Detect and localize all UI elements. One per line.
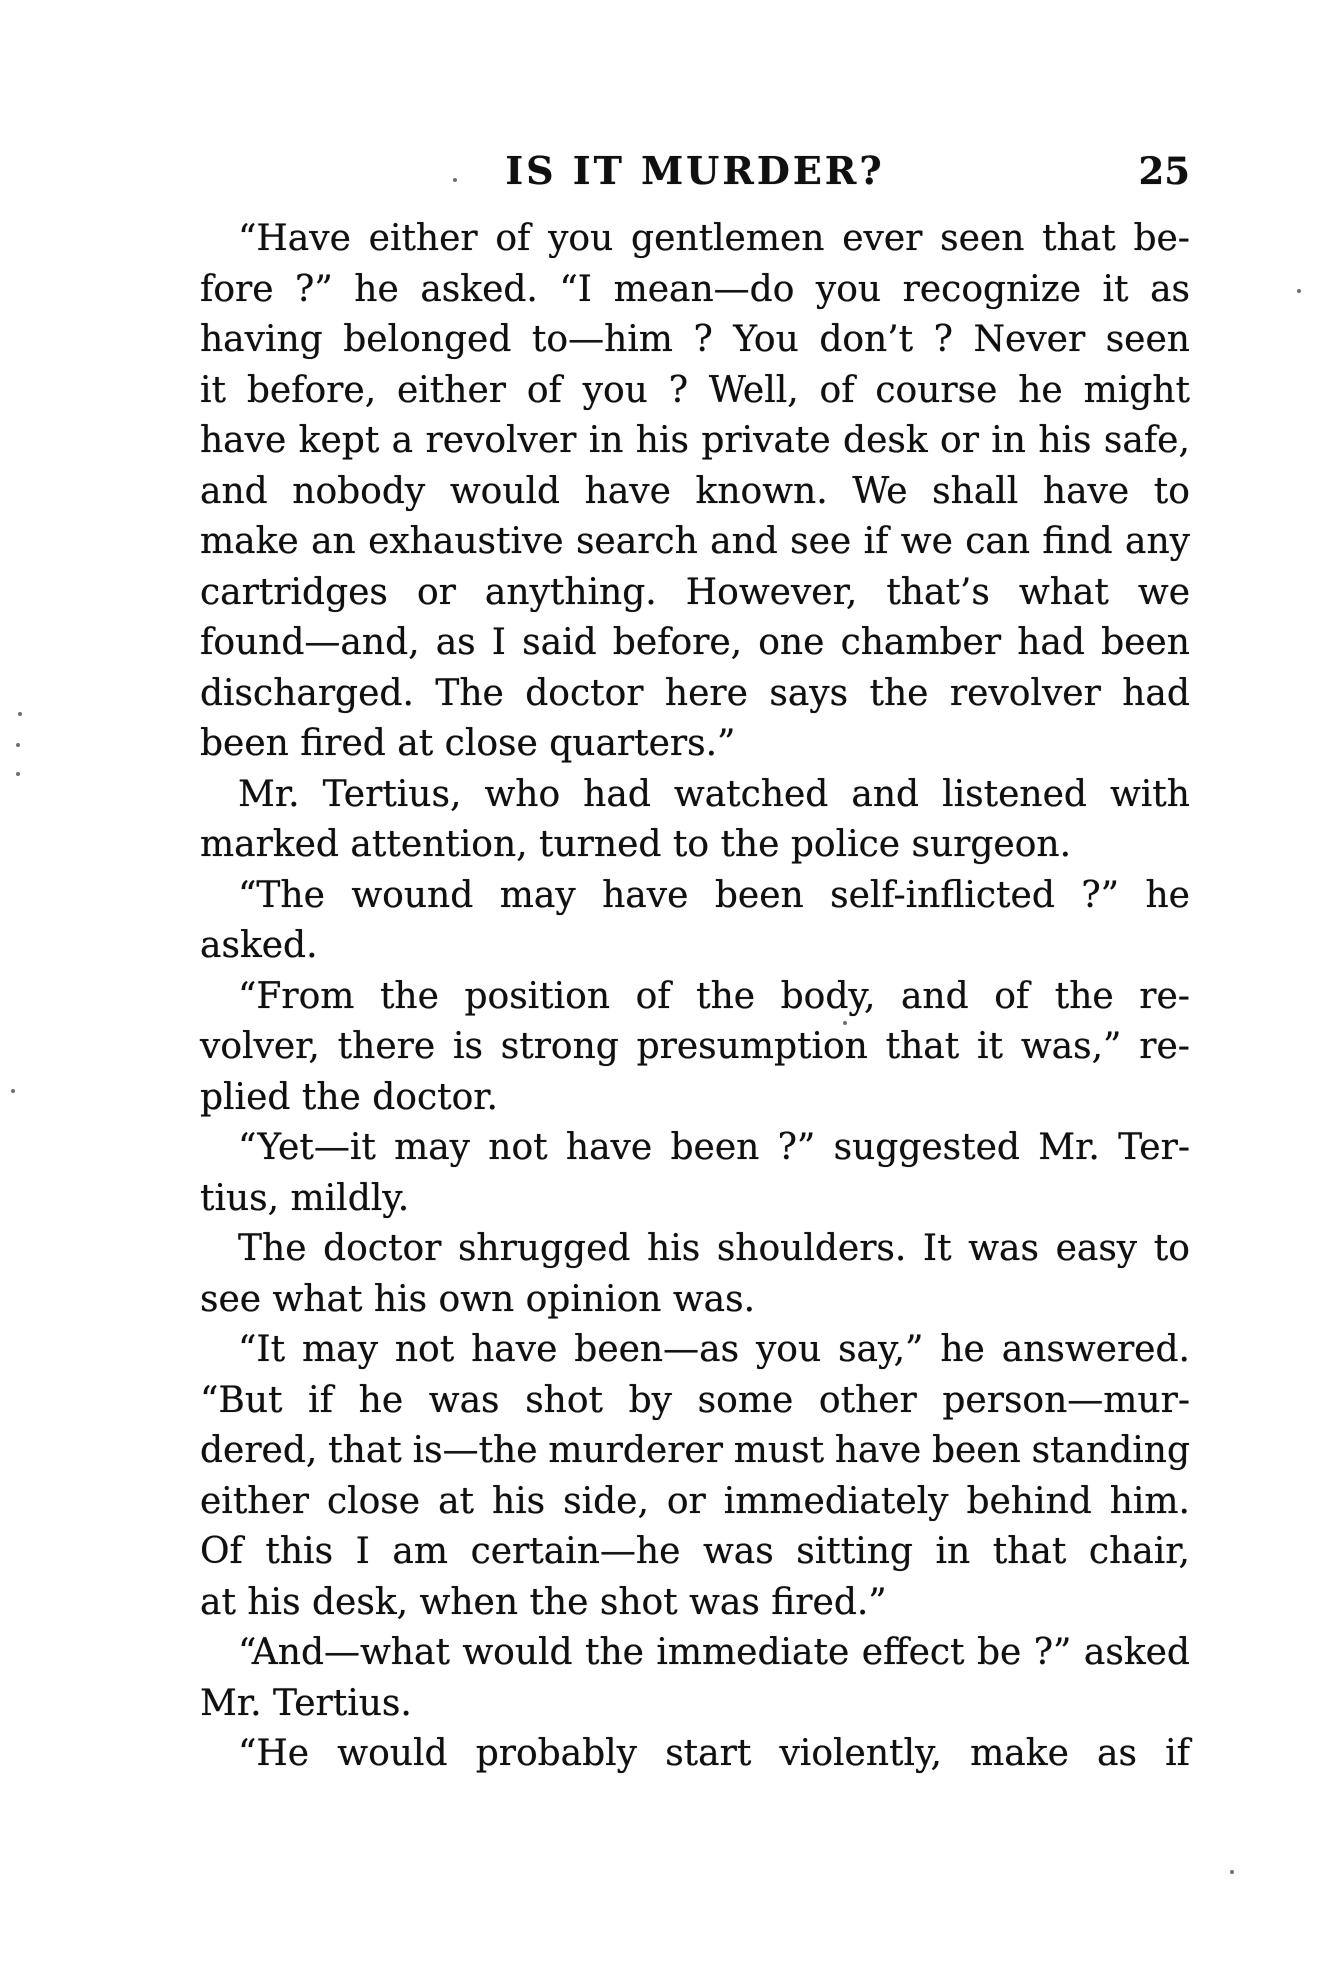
word: you: [815, 268, 882, 310]
word: in: [991, 420, 1026, 461]
word: We: [852, 470, 908, 512]
word: desk: [843, 420, 928, 461]
word: kept: [298, 420, 380, 461]
text-line: [200, 618, 1190, 669]
word: either: [200, 1480, 309, 1522]
word: ?: [668, 369, 689, 411]
word: ?”: [1033, 1632, 1072, 1673]
word: ?: [933, 319, 953, 360]
word: he: [1018, 369, 1063, 411]
text-line: [200, 972, 1190, 1023]
word: he: [940, 1329, 985, 1370]
text-line: [200, 315, 1190, 366]
word: It: [922, 1228, 952, 1269]
word: chamber: [840, 622, 1002, 663]
word: say,”: [838, 1329, 924, 1370]
word: what: [1018, 571, 1109, 613]
word: his: [647, 1228, 701, 1269]
word: presumption: [636, 1026, 868, 1067]
word: nobody: [292, 470, 426, 512]
word: fore: [200, 268, 274, 310]
word: search: [575, 521, 698, 562]
word: side,: [563, 1480, 649, 1522]
word: have: [200, 420, 287, 461]
word: watched: [673, 773, 829, 815]
word: would: [462, 1632, 573, 1673]
text-line: plied the doctor.: [200, 1076, 498, 1118]
word: was: [428, 1379, 500, 1421]
word: gentlemen: [631, 218, 825, 259]
word: may: [394, 1127, 471, 1168]
word: discharged.: [200, 672, 414, 714]
word: it: [200, 369, 226, 411]
text-line: [200, 568, 1190, 619]
word: him.: [1109, 1480, 1190, 1522]
word: the: [869, 672, 929, 714]
word: been: [931, 1430, 1021, 1471]
word: was,”: [1020, 1026, 1122, 1067]
word: may: [499, 874, 576, 916]
word: immediately: [723, 1480, 949, 1522]
word: or: [666, 1480, 706, 1522]
word: Mr.: [1038, 1127, 1100, 1168]
word: close: [326, 1480, 421, 1522]
word: not: [394, 1329, 455, 1370]
word: of: [819, 369, 855, 411]
word: murderer: [548, 1430, 723, 1471]
word: behind: [966, 1480, 1092, 1522]
word: doctor: [525, 672, 644, 714]
word: his: [1038, 420, 1092, 461]
word: The: [238, 1228, 307, 1269]
word: been: [714, 874, 804, 916]
word: his: [491, 1480, 546, 1522]
text-line: [200, 1527, 1190, 1578]
word: have: [584, 470, 671, 512]
word: an: [311, 521, 356, 562]
word: ?”: [295, 268, 333, 310]
text-line: see what his own opinion was.: [200, 1278, 756, 1320]
word: start: [665, 1733, 752, 1774]
word: you: [548, 218, 614, 259]
word: he: [354, 268, 399, 310]
word: found—and,: [200, 622, 420, 663]
word: person—mur-: [942, 1379, 1190, 1421]
word: before,: [246, 369, 377, 411]
text-line: [200, 366, 1190, 417]
word: that: [885, 1026, 960, 1067]
word: who: [484, 773, 561, 815]
word: “I: [559, 268, 593, 310]
word: and: [710, 521, 778, 562]
word: have: [1042, 470, 1130, 512]
word: a: [391, 420, 414, 461]
word: must: [733, 1430, 825, 1471]
word: that: [1042, 218, 1116, 259]
text-line: at his desk, when the shot was fired.”: [200, 1581, 887, 1623]
word: shoulders.: [716, 1228, 907, 1269]
text-line: [200, 1224, 1190, 1275]
scan-speck: [11, 1089, 15, 1093]
word: as: [1097, 1733, 1137, 1774]
word: was: [968, 1228, 1039, 1269]
word: immediate: [656, 1632, 850, 1673]
word: had: [1122, 672, 1190, 714]
word: be: [976, 1632, 1022, 1673]
word: dered,: [200, 1430, 318, 1471]
word: here: [664, 672, 748, 714]
word: answered.: [1001, 1329, 1190, 1370]
word: “Have: [238, 218, 351, 259]
word: known.: [695, 470, 828, 512]
text-line: been fired at close quarters.”: [200, 723, 736, 764]
word: either: [396, 369, 506, 411]
word: see: [790, 521, 852, 562]
text-line: [200, 1426, 1190, 1477]
page-number: 25: [1138, 149, 1190, 193]
text-line: [200, 1376, 1190, 1427]
word: revolver: [949, 672, 1101, 714]
word: is: [452, 1026, 483, 1067]
word: his: [635, 420, 689, 461]
word: of: [994, 975, 1030, 1017]
word: by: [628, 1379, 673, 1421]
word: have: [834, 1430, 922, 1471]
text-line: [200, 265, 1190, 316]
word: if: [863, 521, 889, 562]
word: and: [900, 975, 969, 1017]
word: have: [471, 1329, 558, 1370]
scan-speck: [18, 712, 22, 716]
text-line: [200, 1729, 1190, 1780]
scan-speck: [16, 743, 20, 747]
word: shot: [525, 1379, 603, 1421]
word: asked: [1083, 1632, 1190, 1673]
word: seen: [940, 218, 1025, 259]
word: body,: [780, 975, 876, 1017]
running-title: IS IT MURDER?: [505, 148, 885, 193]
word: Mr.: [238, 773, 300, 815]
word: ever: [842, 218, 923, 259]
word: to—him: [531, 319, 673, 360]
scan-speck: [1230, 1870, 1234, 1874]
word: course: [875, 369, 998, 411]
word: is—the: [412, 1430, 538, 1471]
word: said: [522, 622, 597, 663]
word: re-: [1139, 1026, 1190, 1067]
word: revolver: [425, 420, 577, 461]
text-line: [200, 416, 1190, 467]
word: we: [1137, 571, 1190, 613]
word: had: [1017, 622, 1085, 663]
word: private: [701, 420, 831, 461]
text-line: asked.: [200, 925, 318, 966]
word: and: [200, 470, 268, 512]
word: of: [526, 369, 562, 411]
word: he: [358, 1379, 404, 1421]
word: seen: [1105, 319, 1190, 360]
word: “It: [238, 1329, 286, 1370]
word: am: [392, 1531, 449, 1572]
word: not: [488, 1127, 548, 1168]
word: make: [200, 521, 299, 562]
word: “The: [238, 874, 325, 916]
word: exhaustive: [368, 521, 564, 562]
word: shrugged: [457, 1228, 631, 1269]
text-line: [200, 1628, 1190, 1679]
word: be-: [1133, 218, 1190, 259]
word: have: [602, 874, 689, 916]
text-line: [200, 517, 1190, 568]
word: probably: [475, 1733, 638, 1774]
word: ?”: [1081, 874, 1120, 916]
word: before,: [612, 622, 743, 663]
word: belonged: [343, 319, 512, 360]
text-line: [200, 1477, 1190, 1528]
word: been: [670, 1127, 760, 1168]
page-header: [200, 148, 1190, 194]
text-line: [200, 770, 1190, 821]
word: make: [970, 1733, 1069, 1774]
word: wound: [351, 874, 474, 916]
word: safe,: [1103, 420, 1190, 461]
word: self-inflicted: [830, 874, 1055, 916]
text-line: [200, 1325, 1190, 1376]
word: there: [337, 1026, 436, 1067]
word: easy: [1055, 1228, 1138, 1269]
word: Tertius,: [322, 773, 462, 815]
text-line: [200, 214, 1190, 265]
word: re-: [1139, 975, 1190, 1017]
word: shall: [932, 470, 1019, 512]
word: some: [697, 1379, 794, 1421]
word: the: [379, 975, 439, 1017]
word: Of: [200, 1531, 243, 1572]
word: if: [308, 1379, 333, 1421]
word: Ter-: [1118, 1127, 1190, 1168]
word: to: [1153, 1228, 1190, 1269]
word: having: [200, 319, 323, 360]
word: and: [851, 773, 920, 815]
word: of: [635, 975, 671, 1017]
word: ?: [693, 319, 713, 360]
word: would: [337, 1733, 448, 1774]
word: you: [582, 369, 648, 411]
word: “From: [238, 975, 355, 1017]
text-line: [200, 669, 1190, 720]
word: would: [449, 470, 561, 512]
word: listened: [942, 773, 1087, 815]
word: have: [565, 1127, 653, 1168]
word: doctor: [323, 1228, 442, 1269]
word: mean—do: [613, 268, 795, 310]
word: that: [328, 1430, 402, 1471]
word: had: [583, 773, 651, 815]
word: I: [491, 622, 507, 663]
word: certain—he: [470, 1531, 681, 1572]
word: to: [1153, 470, 1190, 512]
word: you: [755, 1329, 822, 1370]
scan-speck: [1297, 289, 1301, 293]
word: “Yet—it: [238, 1127, 376, 1168]
word: one: [758, 622, 825, 663]
word: other: [818, 1379, 917, 1421]
word: violently,: [779, 1733, 942, 1774]
word: anything.: [484, 571, 657, 613]
word: of: [495, 218, 531, 259]
word: The: [435, 672, 504, 714]
word: may: [302, 1329, 378, 1370]
word: chair,: [1088, 1531, 1190, 1572]
word: or: [416, 571, 456, 613]
text-line: [200, 1022, 1190, 1073]
word: effect: [861, 1632, 965, 1673]
word: been: [1101, 622, 1190, 663]
word: “He: [238, 1733, 310, 1774]
word: as: [1150, 268, 1190, 310]
word: that: [992, 1531, 1067, 1572]
text-line: tius, mildly.: [200, 1177, 410, 1219]
word: in: [588, 420, 624, 461]
word: the: [585, 1632, 644, 1673]
word: asked.: [420, 268, 538, 310]
word: this: [265, 1531, 334, 1572]
text-line: [200, 871, 1190, 922]
word: as: [435, 622, 476, 663]
word: volver,: [200, 1026, 320, 1067]
word: I: [355, 1531, 370, 1572]
word: standing: [1031, 1430, 1190, 1471]
word: position: [464, 975, 611, 1017]
text-line: [200, 467, 1190, 518]
word: the: [696, 975, 756, 1017]
scan-speck: [453, 178, 457, 182]
word: at: [438, 1480, 474, 1522]
word: “But: [200, 1379, 283, 1421]
word: says: [769, 672, 849, 714]
scan-speck: [843, 1021, 847, 1025]
text-line: marked attention, turned to the police surgeon.: [200, 824, 1072, 865]
text-line: [200, 1123, 1190, 1174]
word: strong: [500, 1026, 619, 1067]
scan-speck: [16, 772, 20, 776]
word: or: [940, 420, 979, 461]
word: can: [965, 521, 1031, 562]
word: it: [1102, 268, 1129, 310]
word: suggested: [833, 1127, 1020, 1168]
word: ?”: [777, 1127, 816, 1168]
word: we: [900, 521, 953, 562]
word: if: [1165, 1733, 1190, 1774]
word: might: [1083, 369, 1190, 411]
word: either: [368, 218, 478, 259]
word: was: [702, 1531, 774, 1572]
word: he: [1145, 874, 1190, 916]
word: However,: [685, 571, 858, 613]
word: sitting: [796, 1531, 913, 1572]
word: Never: [973, 319, 1086, 360]
word: “And—what: [238, 1632, 450, 1673]
word: don’t: [819, 319, 914, 360]
word: find: [1042, 521, 1113, 562]
text-line: Mr. Tertius.: [200, 1682, 412, 1724]
word: been—as: [574, 1329, 740, 1370]
word: in: [935, 1531, 971, 1572]
word: You: [733, 319, 799, 360]
word: any: [1125, 521, 1190, 562]
word: the: [1054, 975, 1114, 1017]
word: with: [1109, 773, 1190, 815]
word: it: [977, 1026, 1004, 1067]
word: recognize: [902, 268, 1082, 310]
word: Well,: [708, 369, 799, 411]
word: cartridges: [200, 571, 388, 613]
word: that’s: [886, 571, 990, 613]
page-body: [200, 214, 1190, 1780]
